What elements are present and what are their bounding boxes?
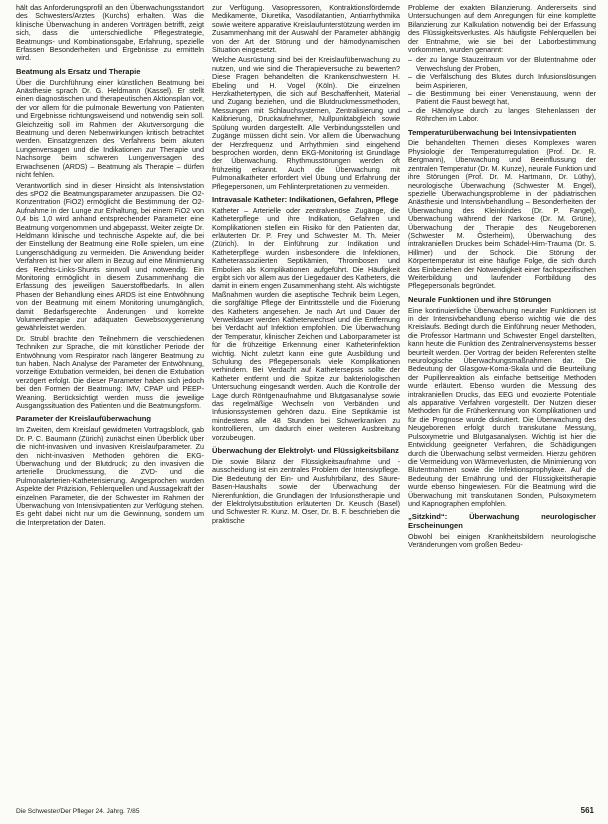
paragraph: Verantwortlich sind in dieser Hinsicht als Intensivstation des sPO2 die Beatmungsparameter anzupassen. Die O2-Konzentration (FiO2) ermöglicht die Bestimmung der O2-Aufnahme in der Lunge zur Erhaltung, bei einem FiO2 von 0,4 bis 1,0 wird anhand entsprechender Parameter eine Beatmung vorgenommen und abgepasst. Weiter zeigte Dr. Heldmann klinische und technische Aspekte auf, die bei der Einstellung der Beatmung eine Rolle spielen, um eine Lungenschädigung zu vermeiden. Die Anwendung beider Verfahren ist hier vor allem in Bezug auf eine Minimierung des Rechts-Links-Shunts sinnvoll und notwendig. Ein Monitoring ermöglicht in diesem Zusammenhang die Erfassung des jeweiligen Sauerstoffbedarfs. In allen Phasen der Behandlung eines ARDS ist eine Entwöhnung von der Beatmung mit einem Monitoring unumgänglich, damit Bedarfsgerechte Änderungen und korrekte Volumentherapie zur adäquaten Gewebsoxygenierung gewährleistet werden. [16, 180, 204, 333]
paragraph: Über die Durchführung einer künstlichen Beatmung bei Anästhesie sprach Dr. G. Heldmann (Kassel). Er stellt einen diagnostischen und therapeutischen Aktionsplan vor, der vor allem für die pulmonale Bewertung von Patienten und Ergebnisse richtungsweisend und notwendig sein soll. Gleichzeitig soll im Rahmen der Akutversorgung die Beatmung und deren Nebenwirkungen kritisch betrachtet werden. Einsatzgrenzen des Verfahrens beim akuten Lungenversagen und die Indikationen zur Therapie und Nachsorge beim schweren Lungenversagen des Erwachsenen (ARDS) – Beatmung als Therapie – dürfen nicht fehlen. [16, 77, 204, 180]
paragraph: Die sowie Bilanz der Flüssigkeitsaufnahme und -ausscheidung ist ein zentrales Problem der Intensivpflege. Die Bedeutung der Ein- und Ausfuhrbilanz, des Säure-Basen-Haushalts sowie der Überwachung der Nierenfunktion, die Grundlagen der Infusionstherapie und der Elektrolytsubstitution erläuterten Dr. Keusch (Basel) und Schwester R. Kunz. M. Oser, Dr. B. F. beschrieben die praktische [212, 456, 400, 525]
section-heading: Temperaturüberwachung bei Intensivpatienten [408, 127, 577, 137]
text-column-3 [408, 4, 596, 552]
section-heading: Neurale Funktionen und ihre Störungen [408, 294, 552, 304]
paragraph: Die behandelten Themen dieses Komplexes waren Physiologie der Temperaturregulation (Prof. Dr. R. Bergmann), Überwachung und Beeinflussung der zentralen Temperatur (Dr. M. Kunze), neurale Funktion und ihre Störungen (Prof. Dr. M. Hartmann, Dr. Lüthy), neurologische Überwachung (Schwester M. Engel), spezielle Überwachungsprobleme in der pädiatrischen Anästhesie und Intensivbehandlung – Besonderheiten der Überwachung des Kleinkindes (Dr. P. Fangel), Überwachung während der Narkose (Dr. M. Grüne), Überwachung der Therapie des Neugeborenen (Schwester M. Österheim), Überwachung des intrakraniellen Druckes beim Schädel-Hirn-Trauma (Dr. S. Hillmer) und der Schock. Die Störung der Körpertemperatur ist eine häufige Folge, die sich durch das Einbeziehen der Notwendigkeit einer fachspezifischen Weiterbildung und laufender Fortbildung des Pflegepersonals begründet. [408, 138, 596, 291]
list-item: – die Hämolyse durch zu langes Stehenlassen der Röhrchen im Labor. [416, 107, 596, 124]
list-item: – der zu lange Stauzeitraum vor der Blutentnahme oder Verwechslung der Proben, [416, 56, 596, 73]
paragraph: Im Zweiten, dem Kreislauf gewidmeten Vortragsblock, gab Dr. P. C. Baumann (Zürich) zunächst einen Überblick über die nicht-invasiven und invasiven Kreislaufparameter. Zu den nicht-invasiven Methoden gehören die EKG-Überwachung und der Blutdruck; zu den invasiven die arterielle Druckmessung, die ZVD- und die Pulmonalarterien-Katheterisierung. Angesprochen wurden Aspekte der Präzision, Fehlerquellen und Aussagekraft der einzelnen Parameter, die der Schwester im Rahmen der Überwachung von Intensivpatienten zur Verfügung stehen. Es geht dabei nicht nur um die Gewinnung, sondern um die Interpretation der Daten. [16, 425, 204, 527]
section-heading: „Sitzkind“: Überwachung neurologischer Erscheinungen [408, 512, 596, 531]
section-heading: Beatmung als Ersatz und Therapie [16, 66, 141, 76]
list-item: – die Bestimmung bei einer Venenstauung, wenn der Patient die Faust bewegt hat, [416, 90, 596, 107]
paragraph: Katheter – Arterielle oder zentralvenöse Zugänge, die Katheterpflege und ihre Indikation, Gefahren und Komplikationen stellen ein Risiko für den Patienten dar, erläuterten Dr. P. Frey und Schwester M. Th. Meier (Zürich). In der Einführung zur Indikation und Katheterpflege wurden insbesondere die Infektionen, Katheterassoziierten Septikämien, Thrombosen und Embolien als Komplikationen aufgeführt. Die Häufigkeit ergibt sich vor allem aus der Liegedauer des Katheters, die damit in einem engen Zusammenhang steht. Als wichtigste Maßnahmen wurden die aseptische Technik beim Legen, die sorgfältige Pflege der Eintrittsstelle und die Fixierung des Katheters angesehen. Je nach Art und Dauer der Verweildauer werden Katheterwechsel und die Entfernung bei Verdacht auf Infektion empfohlen. Die Überwachung der Temperatur, klinischer Zeichen und Laborparameter ist für die frühzeitige Erkennung einer Katheterinfektion wichtig. Nicht zuletzt kann eine gute Ausbildung und Schulung des Pflegepersonals viele Komplikationen verhindern. Bei Verdacht auf Kathetersepsis sollte der Katheter entfernt und die Spitze zur bakteriologischen Untersuchung eingesandt werden. Auch die Kontrolle der Lage durch Röntgenaufnahme und Blutgasanalyse sowie das regelmäßige Wechseln von Verbänden und Infusionssystemen gehören dazu. Eine Septikämie ist mindestens alle 48 Stunden bei Schwerkranken zu kontrollieren, um dadurch einer weiteren Ausbreitung vorzubeugen. [212, 205, 400, 442]
paragraph: Probleme der exakten Bilanzierung. Andererseits sind Untersuchungen auf dem Anregungen für eine komplette Bilanzierung zur Kalkulation notwendig bei der Erfassung des Flüssigkeitsverlustes. Als häufigste Fehlerquellen bei der Entnahme, wie sie bei der Laborbestimmung vorkommen, wurden genannt: [408, 3, 596, 55]
paragraph: zur Verfügung. Vasopressoren, Kontraktionsfördernde Medikamente, Diuretika, Vasodilatantien, Antiarrhythmika sowie weitere apparative Kreislaufunterstützung werden im Zusammenhang mit der Auswahl der Parameter abhängig von der Art der Störung und der hämodynamischen Situation eingesetzt. [212, 3, 400, 55]
list-item: – die Verfälschung des Blutes durch Infusionslösungen beim Aspirieren, [416, 73, 596, 90]
page-footer [16, 808, 594, 818]
paragraph: Dr. Strubl brachte den Teilnehmern die verschiedenen Techniken zur Sprache, die mit künstlicher Periode der Entwöhnung vom Respirator nach längerer Beatmung zu tun haben. Nach Analyse der Parameter der Entwöhnung, vorzeitige Extubation vermeiden, bei denen die Extubation verzögert erfolgt. Die dieser Parameter haben sich jedoch bei den Formen der Beatmung: IMV, CPAP und PEEP-Weaning. Berücksichtigt werden muss die jeweilige Ausgangssituation des Patienten und die Beatmungsform. [16, 333, 204, 411]
paragraph: Obwohl bei einigen Krankheitsbildern neurologische Veränderungen vom großen Bedeu- [408, 531, 596, 550]
page-number: 561 [580, 806, 594, 815]
paragraph: hält das Anforderungsprofil an den Überwachungsstandort des Schwesters/Arztes (Kurchs) erhalten. Was die klinische Überwachung in anderen Vorträgen betrifft, zeigt sich, dass die unterschiedliche Pflegestrategie, Beatmungs- und Kombinationsgabe, Erfahrung, spezielle Erfassen Besonderheiten und Ergebnisse zu ermitteln wird. [16, 3, 204, 63]
text-column-2 [212, 4, 400, 527]
paragraph: Welche Ausrüstung sind bei der Kreislaufüberwachung zu nutzen, und wie sind die Therapieversuche zu bewerten? Diese Fragen behandelten die Krankenschwestern H. Ebeling und H. Vogel (Köln). Die einzelnen Herzkathetertypen, die sich auf Beschaffenheit, Material und Zugang beziehen, und die Blutdruckmessmethoden, Messungen mit Schlauchsystemen, Zentralisierung und Kalibrierung, Druckaufnehmer, Nullpunktabgleich sowie Spülung wurden dargestellt. Alle Verbindungsstellen und Zugänge müssen dicht sein. Vor allem die Überwachung der Herzfrequenz und Arrhythmien sind eingehend besprochen worden, denn EKG-Monitoring ist Grundlage der Überwachung. Rhythmusstörungen werden oft frühzeitig erkannt. Auch die Überwachung mit Pulmonalkatheter erfordert viel Übung und Erfahrung der Pflegepersonen, um Fehlinterpretationen zu vermeiden. [212, 55, 400, 191]
section-heading: Intravasale Katheter: Indikationen, Gefahren, Pflege [212, 194, 399, 204]
text-column-1 [16, 4, 204, 529]
section-heading: Parameter der Kreislaufüberwachung [16, 414, 152, 424]
journal-citation: Die Schwester/Der Pfleger 24. Jahrg. 7/85 [16, 808, 140, 815]
paragraph: Eine kontinuierliche Überwachung neuraler Funktionen ist in der Intensivbehandlung ebenso wichtig wie die des Kreislaufs. Bedingt durch die Einführung neuer Methoden, die Professor Hartmann und Schwester Engel darstellten, kann heute die Funktion des Zentralnervensystems besser beurteilt werden. Der Vortrag der beiden Referenten stellte neurologische Überwachungsmaßnahmen dar. Die Bedeutung der Glasgow-Koma-Skala und die Beurteilung der Pupillenreaktion als einfache bettseitige Methoden wurde erläutert. Ebenso wurden die Messung des intrakraniellen Drucks, das EEG und evozierte Potentiale als apparative Verfahren vorgestellt. Der Nutzen dieser Methoden für die Früherkennung von Komplikationen und für die Prognose wurde diskutiert. Die Überwachung des Neugeborenen erfolgt durch transkutane Messung, Pulsoxymetrie und Blutgasanalysen. Wichtig ist hier die Entwicklung geeigneter Verfahren, die Schädigungen durch die Überwachung selbst vermeiden. Hierzu gehören die Vermeidung von Wärmeverlusten, die Minimierung von Blutentnahmen sowie die Infektionsprophylaxe. Auf die Bedeutung der Ernährung und der Flüssigkeitstherapie wurde ebenso hingewiesen. Für die Beatmung wird die Überwachung mit transkutanen Sonden, Pulsoxymetern und Kapnographen empfohlen. [408, 305, 596, 508]
error-source-list [408, 56, 596, 123]
section-heading: Überwachung der Elektrolyt- und Flüssigkeitsbilanz [212, 446, 399, 456]
